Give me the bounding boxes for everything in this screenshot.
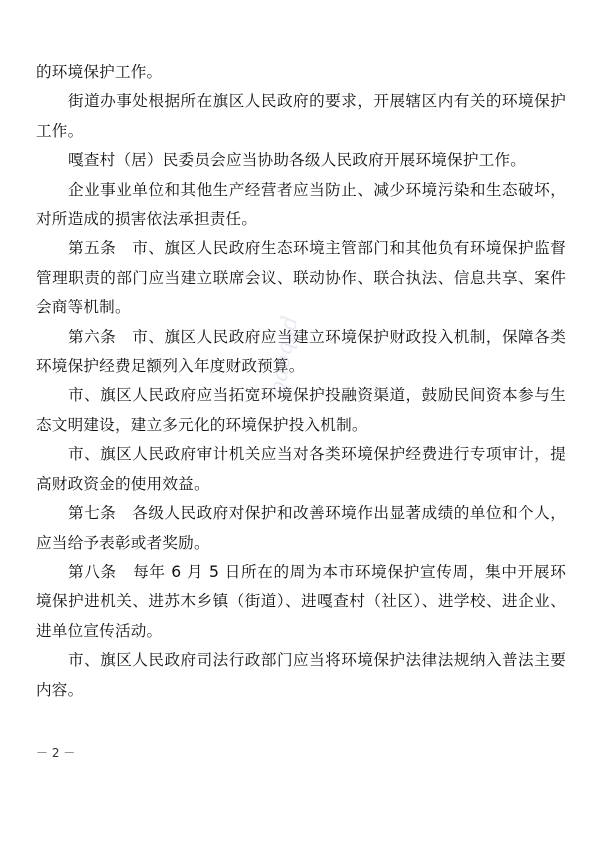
- paragraph: 企业事业单位和其他生产经营者应当防止、减少环境污染和生态破坏，对所造成的损害依法承担责任。: [36, 180, 566, 229]
- article-8: 第八条 每年 6 月 5 日所在的周为本市环境保护宣传周，集中开展环境保护进机关、进苏木乡镇（街道）、进嘎查村（社区）、进学校、进企业、进单位宣传活动。: [36, 562, 566, 640]
- paragraph-continuation: 的环境保护工作。: [36, 63, 163, 81]
- watermark: oaoqsd: [265, 314, 304, 397]
- paragraph: 嘎查村（居）民委员会应当协助各级人民政府开展环境保护工作。: [68, 151, 527, 170]
- paragraph: 市、旗区人民政府审计机关应当对各类环境保护经费进行专项审计，提高财政资金的使用效益。: [36, 445, 566, 493]
- paragraph: 市、旗区人民政府应当拓宽环境保护投融资渠道，鼓励民间资本参与生态文明建设，建立多元化的环境保护投入机制。: [36, 386, 566, 434]
- page-number: － 2 －: [36, 746, 76, 760]
- article-6: 第六条 市、旗区人民政府应当建立环境保护财政投入机制，保障各类环境保护经费足额列入年度财政预算。: [36, 327, 566, 376]
- article-7: 第七条 各级人民政府对保护和改善环境作出显著成绩的单位和个人，应当给予表彰或者奖励。: [36, 504, 566, 552]
- paragraph: 市、旗区人民政府司法行政部门应当将环境保护法律法规纳入普法主要内容。: [36, 651, 566, 699]
- body-text: [36, 58, 566, 705]
- paragraph: 街道办事处根据所在旗区人民政府的要求，开展辖区内有关的环境保护工作。: [36, 92, 566, 140]
- article-5: 第五条 市、旗区人民政府生态环境主管部门和其他负有环境保护监督管理职责的部门应当建立联席会议、联动协作、联合执法、信息共享、案件会商等机制。: [36, 239, 566, 317]
